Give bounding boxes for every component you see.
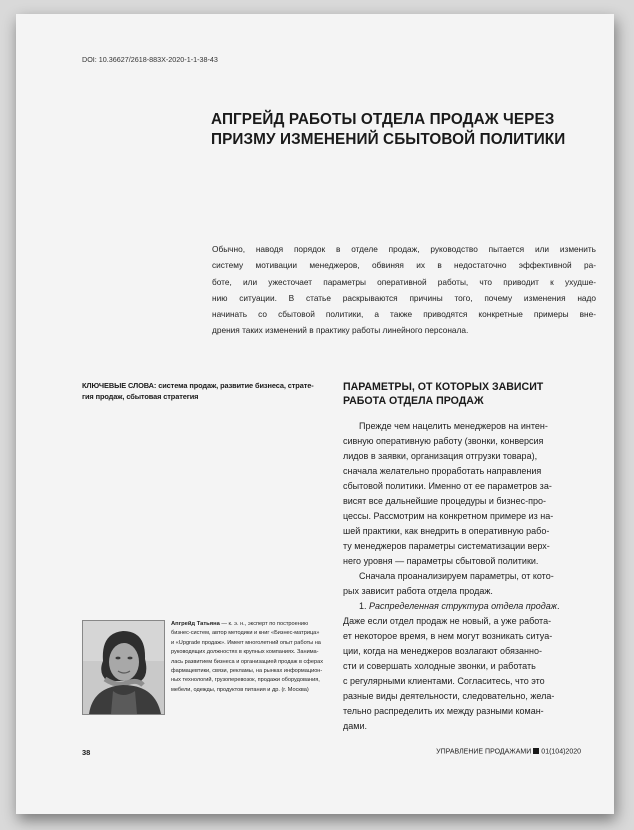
author-line: и «Upgrade продаж». Имеет многолетний опыт работы на — [171, 639, 321, 646]
page-number: 38 — [82, 748, 91, 757]
body-line: дами. — [343, 721, 367, 731]
author-line: ных технологий, грузоперевозок, продажи оборудования, — [171, 677, 320, 684]
author-line: руководящих должностях в крупных компаниях. Занима- — [171, 649, 319, 656]
body-line: сти и совершать холодные звонки, и работать — [343, 661, 536, 671]
abstract-line: систему мотивации менеджеров, обвиняя их в недостаточно эффективной ра- — [212, 260, 596, 271]
doi-line: DOI: 10.36627/2618-883X-2020-1-1-38-43 — [82, 55, 218, 64]
author-portrait-image — [83, 621, 164, 714]
body-line: ту менеджеров параметры систематизации верх- — [343, 541, 550, 551]
author-line: лась развитием бизнеса и организацией продаж в сферах — [171, 658, 324, 665]
body-line: висят все дальнейшие процедуры и бизнес-про- — [343, 496, 547, 506]
body-line: него уровня — параметры сбытовой политики. — [343, 556, 539, 566]
body-line: сивную оперативную работу (звонки, конверсия — [343, 436, 544, 446]
abstract-line: боте, или ужесточает параметры оперативной работы, что приводит к ухудше- — [212, 276, 596, 287]
body-line: ет некоторое время, в нем могут возникать ситуа- — [343, 631, 553, 641]
body-line: сбытовой политики. Именно от ее параметров за- — [343, 481, 552, 491]
journal-page — [16, 14, 614, 814]
body-line: Даже если отдел продаж не новый, а уже работа- — [343, 616, 552, 626]
body-text — [343, 419, 595, 734]
author-photo — [82, 620, 165, 715]
author-intro: — к. э. н., эксперт по построению — [219, 621, 309, 627]
body-line: лидов в заявки, организация отгрузки товара), — [343, 451, 538, 461]
article-title — [211, 110, 591, 150]
square-separator-icon — [533, 748, 539, 754]
author-line — [171, 620, 346, 629]
body-line: Сначала проанализируем параметры, от кото- — [359, 571, 554, 581]
list-number: 1. — [359, 601, 370, 611]
abstract-line: нию ситуации. В статье раскрываются причины того, почему изменения надо — [212, 292, 596, 303]
body-line: Прежде чем нацелить менеджеров на интен- — [359, 421, 548, 431]
italic-term: Распределенная структура отдела продаж — [369, 601, 557, 611]
abstract-line: начинать со сбытовой политики, а также приводятся конкретные примеры вне- — [212, 309, 596, 320]
title-line: ПРИЗМУ ИЗМЕНЕНИЙ СБЫТОВОЙ ПОЛИТИКИ — [211, 131, 566, 148]
body-line: шей практики, как внедрить в оперативную рабо- — [343, 526, 550, 536]
section-heading-line: ПАРАМЕТРЫ, ОТ КОТОРЫХ ЗАВИСИТ — [343, 381, 544, 393]
running-footer — [436, 748, 581, 756]
keywords-line: гия продаж, сбытовая стратегия — [82, 391, 199, 401]
abstract-line: дрения таких изменений в практику работы линейного персонала. — [212, 325, 469, 336]
body-line: тельно распределить их между разными коман- — [343, 706, 544, 716]
body-line: ции, когда на менеджеров возлагают обязанно- — [343, 646, 542, 656]
body-line: рых зависит работа отдела продаж. — [343, 586, 493, 596]
abstract-line: Обычно, наводя порядок в отделе продаж, руководство пытается или изменить — [212, 244, 596, 254]
section-heading-line: РАБОТА ОТДЕЛА ПРОДАЖ — [343, 395, 484, 407]
author-bio — [171, 620, 346, 695]
body-line — [343, 599, 595, 614]
author-line: фармацевтики, связи, рекламы, на рынках информацион- — [171, 668, 323, 675]
body-line: разные виды деятельности, следовательно, жела- — [343, 691, 555, 701]
journal-name: УПРАВЛЕНИЕ ПРОДАЖАМИ — [436, 748, 532, 756]
keywords — [82, 381, 337, 402]
body-line: цессы. Рассмотрим на конкретном примере из на- — [343, 511, 554, 521]
keywords-line: КЛЮЧЕВЫЕ СЛОВА: система продаж, развитие бизнеса, страте- — [82, 381, 314, 390]
punctuation: . — [556, 601, 560, 611]
author-line: мебели, одежды, продуктов питания и др. (г. Москва) — [171, 686, 309, 693]
body-line: сначала желательно проработать направления — [343, 466, 542, 476]
body-line: с регулярными клиентами. Согласитесь, что это — [343, 676, 545, 686]
title-line: АПГРЕЙД РАБОТЫ ОТДЕЛА ПРОДАЖ ЧЕРЕЗ — [211, 111, 555, 128]
abstract — [212, 241, 596, 339]
section-heading — [343, 380, 593, 408]
author-name: Апгрейд Татьяна — [171, 621, 220, 627]
issue-number: 01(104)2020 — [541, 748, 581, 756]
author-line: бизнес-систем, автор методики и книг «Бизнес-матрица» — [171, 630, 320, 637]
